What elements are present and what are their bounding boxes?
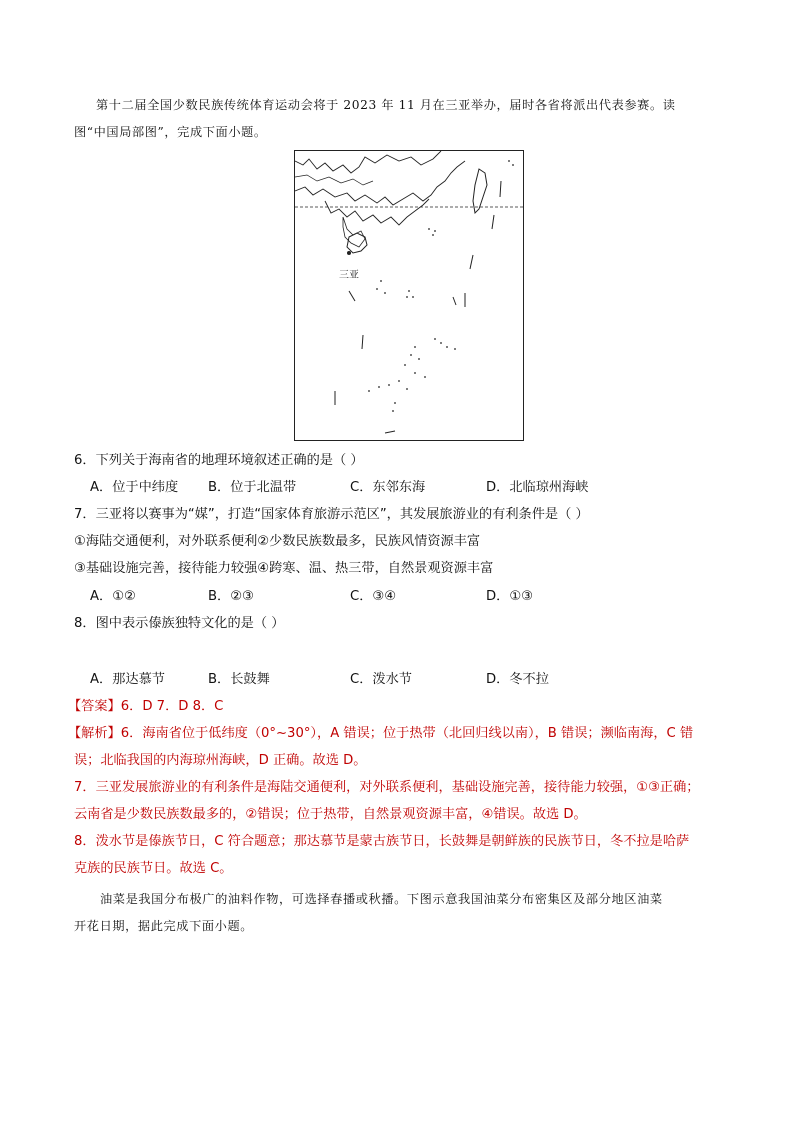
- q8-option-c[interactable]: C．泼水节: [350, 672, 412, 687]
- q7-option-b[interactable]: B．②③: [208, 589, 254, 604]
- answer-line: [68, 697, 223, 717]
- question-8-options: [90, 670, 549, 690]
- answer-tag: 【答案】: [68, 699, 121, 714]
- analysis-text-1: 6．海南省位于低纬度（0°~30°），A 错误；位于热带（北回归线以南），B 错误；濒临南海，C 错: [120, 726, 694, 741]
- q6-option-a[interactable]: A．位于中纬度: [90, 480, 179, 495]
- q7-option-d[interactable]: D．①③: [486, 589, 533, 604]
- question-7-stem: 7．三亚将以赛事为“媒”，打造“国家体育旅游示范区”，其发展旅游业的有利条件是（ ）: [74, 507, 589, 522]
- intro2-line2: 开花日期，据此完成下面小题。: [74, 919, 254, 933]
- question-7-options: [90, 587, 533, 607]
- sanya-label: 三亚: [339, 270, 359, 281]
- question-6-stem: 6．下列关于海南省的地理环境叙述正确的是（ ）: [74, 453, 364, 468]
- q8-option-a[interactable]: A．那达慕节: [90, 672, 165, 687]
- intro2-line1: 油菜是我国分布极广的油料作物，可选择春播或秋播。下图示意我国油菜分布密集区及部分地区油菜: [100, 892, 663, 906]
- intro-paragraph-line2: 图“中国局部图”，完成下面小题。: [74, 125, 267, 139]
- analysis-line5: 8．泼水节是傣族节日，C 符合题意；那达慕节是蒙古族节日，长鼓舞是朝鲜族的民族节日，冬不拉是哈萨: [74, 834, 690, 849]
- question-7-item-line2: ③基础设施完善，接待能力较强④跨寒、温、热三带，自然景观资源丰富: [74, 561, 494, 576]
- q7-option-c[interactable]: C．③④: [350, 589, 397, 604]
- q7-option-a[interactable]: A．①②: [90, 589, 136, 604]
- q6-option-b[interactable]: B．位于北温带: [208, 480, 297, 495]
- q6-option-c[interactable]: C．东邻东海: [350, 480, 426, 495]
- intro-paragraph-line1: 第十二届全国少数民族传统体育运动会将于 2023 年 11 月在三亚举办，届时各省将派出代表参赛。读: [96, 98, 676, 112]
- china-partial-map: [294, 150, 524, 441]
- answer-text: 6．D 7．D 8．C: [120, 699, 224, 714]
- question-7-item-line1: ①海陆交通便利，对外联系便利②少数民族数最多，民族风情资源丰富: [74, 534, 481, 549]
- analysis-line2: 误；北临我国的内海琼州海峡，D 正确。故选 D。: [74, 753, 367, 768]
- map-drawing: [295, 151, 525, 442]
- q8-option-b[interactable]: B．长鼓舞: [208, 672, 270, 687]
- question-6-options: [90, 478, 588, 498]
- question-8-stem: 8．图中表示傣族独特文化的是（ ）: [74, 616, 285, 631]
- q8-option-d[interactable]: D．冬不拉: [486, 672, 549, 687]
- analysis-line3: 7．三亚发展旅游业的有利条件是海陆交通便利，对外联系便利，基础设施完善，接待能力较强，①③正确；: [74, 780, 700, 795]
- analysis-line6: 克族的民族节日。故选 C。: [74, 861, 233, 876]
- analysis-tag: 【解析】: [68, 726, 121, 741]
- analysis-line4: 云南省是少数民族数最多的，②错误；位于热带，自然景观资源丰富，④错误。故选 D。: [74, 807, 587, 822]
- analysis-line1: [68, 724, 693, 744]
- sanya-marker: [347, 251, 351, 255]
- q6-option-d[interactable]: D．北临琼州海峡: [486, 480, 589, 495]
